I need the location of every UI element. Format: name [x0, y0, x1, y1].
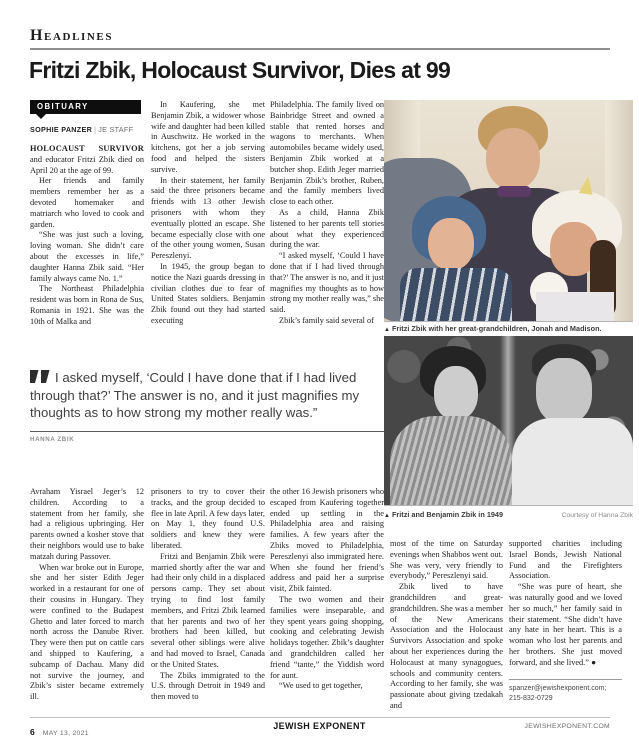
author-phone: 215-832-0729: [509, 694, 553, 702]
photo-credit: Courtesy of Hanna Zbik: [561, 512, 633, 519]
photo-figure: [497, 186, 531, 197]
body-paragraph: The Northeast Philadelphia resident was born in Rona de Sus, Romania in 1921. She was the 10th of Malka and: [30, 284, 144, 326]
body-paragraph: As a child, Hanna Zbik listened to her parents tell stories about what they experienced during the war.: [270, 207, 384, 250]
article-column-5: [151, 487, 265, 703]
byline: [30, 125, 133, 134]
body-paragraph: Philadelphia. The family lived on Bainbridge Street and owned a stable that rented horses and wagons to merchants. When automobiles became widely used, Benjamin Zbik worked at a butcher shop. Edith Jeger married Benjamin Zbik’s brother, Ruben, and the family members lived close to each other.: [270, 100, 384, 207]
body-paragraph: In 1945, the group began to notice the Nazi guards dressing in civilian clothes due to fear of United States soldiers. Benjamin Zbik found out they had started executing: [151, 261, 265, 325]
body-paragraph: Avraham Yisrael Jeger’s 12 children. According to a statement from her family, she had a religious upbringing. Her parents owned a kosher stove that their neighbors would use to bake matzah during Passover.: [30, 487, 144, 561]
article-column-3: [270, 100, 384, 327]
article-column-7: [390, 539, 503, 712]
publication-website: JEWISHEXPONENT.COM: [524, 723, 610, 730]
body-paragraph: [30, 144, 144, 176]
article-column-6: [270, 487, 384, 692]
photo-figure: [428, 218, 474, 270]
body-paragraph: Zbik lived to have grandchildren and great-grandchildren. She was a member of the New Americans Association and the Holocaust Survivors Association and spoke about her experiences during the Holocaust at many synagogues, schools and community centers. According to her family, she was passionate about giving tzedakah and: [390, 582, 503, 710]
photo-figure: [486, 128, 540, 190]
footer-divider: [30, 717, 610, 718]
article-headline: Fritzi Zbik, Holocaust Survivor, Dies at 99: [29, 57, 451, 83]
page-number: 6: [30, 727, 35, 737]
photo-figure: [536, 292, 614, 321]
body-paragraph: most of the time on Saturday evenings when Shabbos went out. She was very, very friendly to everybody,” Pereszlenyi said.: [390, 539, 503, 581]
author-contact: [509, 679, 622, 704]
body-paragraph: “She was pure of heart, she was naturally good and we loved her so much,” her family said in their statement. “She didn’t have any hate in her heart. This is a woman who lost her parents and her brothers. She just moved forward, and she lived.” ●: [509, 582, 622, 667]
issue-date: MAY 13, 2021: [42, 730, 89, 737]
lead-in: HOLOCAUST SURVIVOR: [30, 144, 144, 153]
photo-figure: [512, 418, 633, 505]
photo-figure: [400, 268, 512, 321]
body-paragraph: When war broke out in Europe, she and her sister Edith Jeger worked in a restaurant for one of their cousins in Hungary. They were confined to the Budapest Ghetto and later forced to march north across the Danube River. They were then put on cattle cars and shipped to Kaufering, a subcamp of Dachau. Many did not survive the journey, and Zbik’s sister became extremely ill.: [30, 562, 144, 702]
photo-caption-2: [384, 510, 633, 519]
body-paragraph: “We used to get together,: [279, 681, 363, 691]
pull-quote-attribution: HANNA ZBIK: [30, 435, 75, 443]
caption-text: ▲ Fritzi Zbik with her great-grandchildren, Jonah and Madison.: [384, 324, 602, 333]
pull-quote-rule: [30, 431, 386, 432]
pull-quote-icon: [30, 370, 51, 383]
obituary-tag-pointer: [36, 114, 46, 119]
body-paragraph: In Kaufering, she met Benjamin Zbik, a widower whose wife and daughter had been killed in Auschwitz. He worked in the kitchens, got her a job serving food and helped the sisters survive.: [151, 100, 265, 174]
photo-fritzi-benjamin-1949: [384, 336, 633, 506]
body-paragraph: prisoners to try to cover their tracks, and the group decided to flee in late April. A few days later, on May 1, they found U.S. soldiers and knew they were liberated.: [151, 487, 265, 550]
author-email: spanzer@jewishexponent.com;: [509, 684, 607, 692]
article-column-2: [151, 100, 265, 327]
photo-fritzi-with-great-grandchildren: [384, 100, 633, 322]
body-paragraph: In their statement, her family said the three prisoners became friends with 13 other Jewish prisoners with whom they eventually plotted an escape. She became especially close with one of the other young women, Susan Pereszlenyi.: [151, 175, 265, 261]
body-paragraph: supported charities including Israel Bonds, Jewish National Fund and the Firefighters Association.: [509, 539, 622, 581]
body-paragraph: “I asked myself, ‘Could I have done that if I had lived through that?’ The answer is no, and it just magnifies my thoughts as to how strong my mother really was,” she said.: [270, 251, 384, 315]
photo-figure: [536, 358, 592, 424]
body-paragraph: “She was just such a loving, loving woman. She didn’t care about the excesses in life,” daughter Hanna Zbik said. “Her family always came No. 1.”: [30, 230, 144, 283]
photo-figure: [579, 175, 595, 195]
body-paragraph: The Zbiks immigrated to the U.S. through Detroit in 1949 and then moved to: [151, 670, 265, 702]
publication-name: JEWISH EXPONENT: [273, 721, 366, 731]
byline-author: SOPHIE PANZER: [30, 125, 93, 134]
pull-quote-text: I asked myself, ‘Could I have done that if I had lived through that?’ The answer is no, and it just magnifies my thoughts as to how strong my mother really was.”: [30, 370, 360, 421]
article-column-1: [30, 144, 144, 328]
caption-arrow-icon: ▲: [384, 327, 390, 333]
byline-role: JE STAFF: [98, 125, 134, 134]
pull-quote: [30, 369, 386, 443]
lead-rest: and educator Fritzi Zbik died on April 20 at the age of 99.: [30, 154, 144, 175]
body-paragraph: Fritzi and Benjamin Zbik were married shortly after the war and had their only child in a displaced persons camp. They set about trying to find lost family members, and Fritzi Zbik learned that her parents and two of her brothers had been killed, but several other siblings were alive and had moved to Israel, Canada or the United States.: [151, 551, 265, 669]
section-kicker: Headlines: [30, 27, 114, 44]
body-paragraph: the other 16 Jewish prisoners who escaped from Kaufering together ended up settling in the Philadelphia area and raising families. A few years after the Zbiks moved to Philadelphia, Pereszlenyi also immigrated here. When she found her friend’s address and paid her a surprise visit, Zbik fainted.: [270, 487, 384, 594]
byline-separator: |: [94, 125, 97, 134]
article-column-4: [30, 487, 144, 703]
body-paragraph: Her friends and family members remember her as a devoted homemaker and matriarch who loved to cook and garden.: [30, 176, 144, 229]
photo-caption-1: [384, 324, 633, 333]
photo-figure: [434, 366, 478, 420]
photo-figure: [390, 416, 512, 505]
section-divider: [30, 48, 610, 50]
body-paragraph: Zbik’s family said several of: [279, 315, 374, 325]
obituary-tag: OBITUARY: [30, 100, 141, 114]
article-column-8: [509, 539, 622, 704]
body-paragraph: The two women and their families were inseparable, and they spent years going shopping, cooking and celebrating Jewish holidays together. Zbik’s daughter and grandchildren called her friend “tante,” the Yiddish word for aunt.: [270, 594, 384, 680]
caption-text: ▲ Fritzi and Benjamin Zbik in 1949: [384, 510, 504, 519]
caption-arrow-icon: ▲: [384, 513, 390, 519]
